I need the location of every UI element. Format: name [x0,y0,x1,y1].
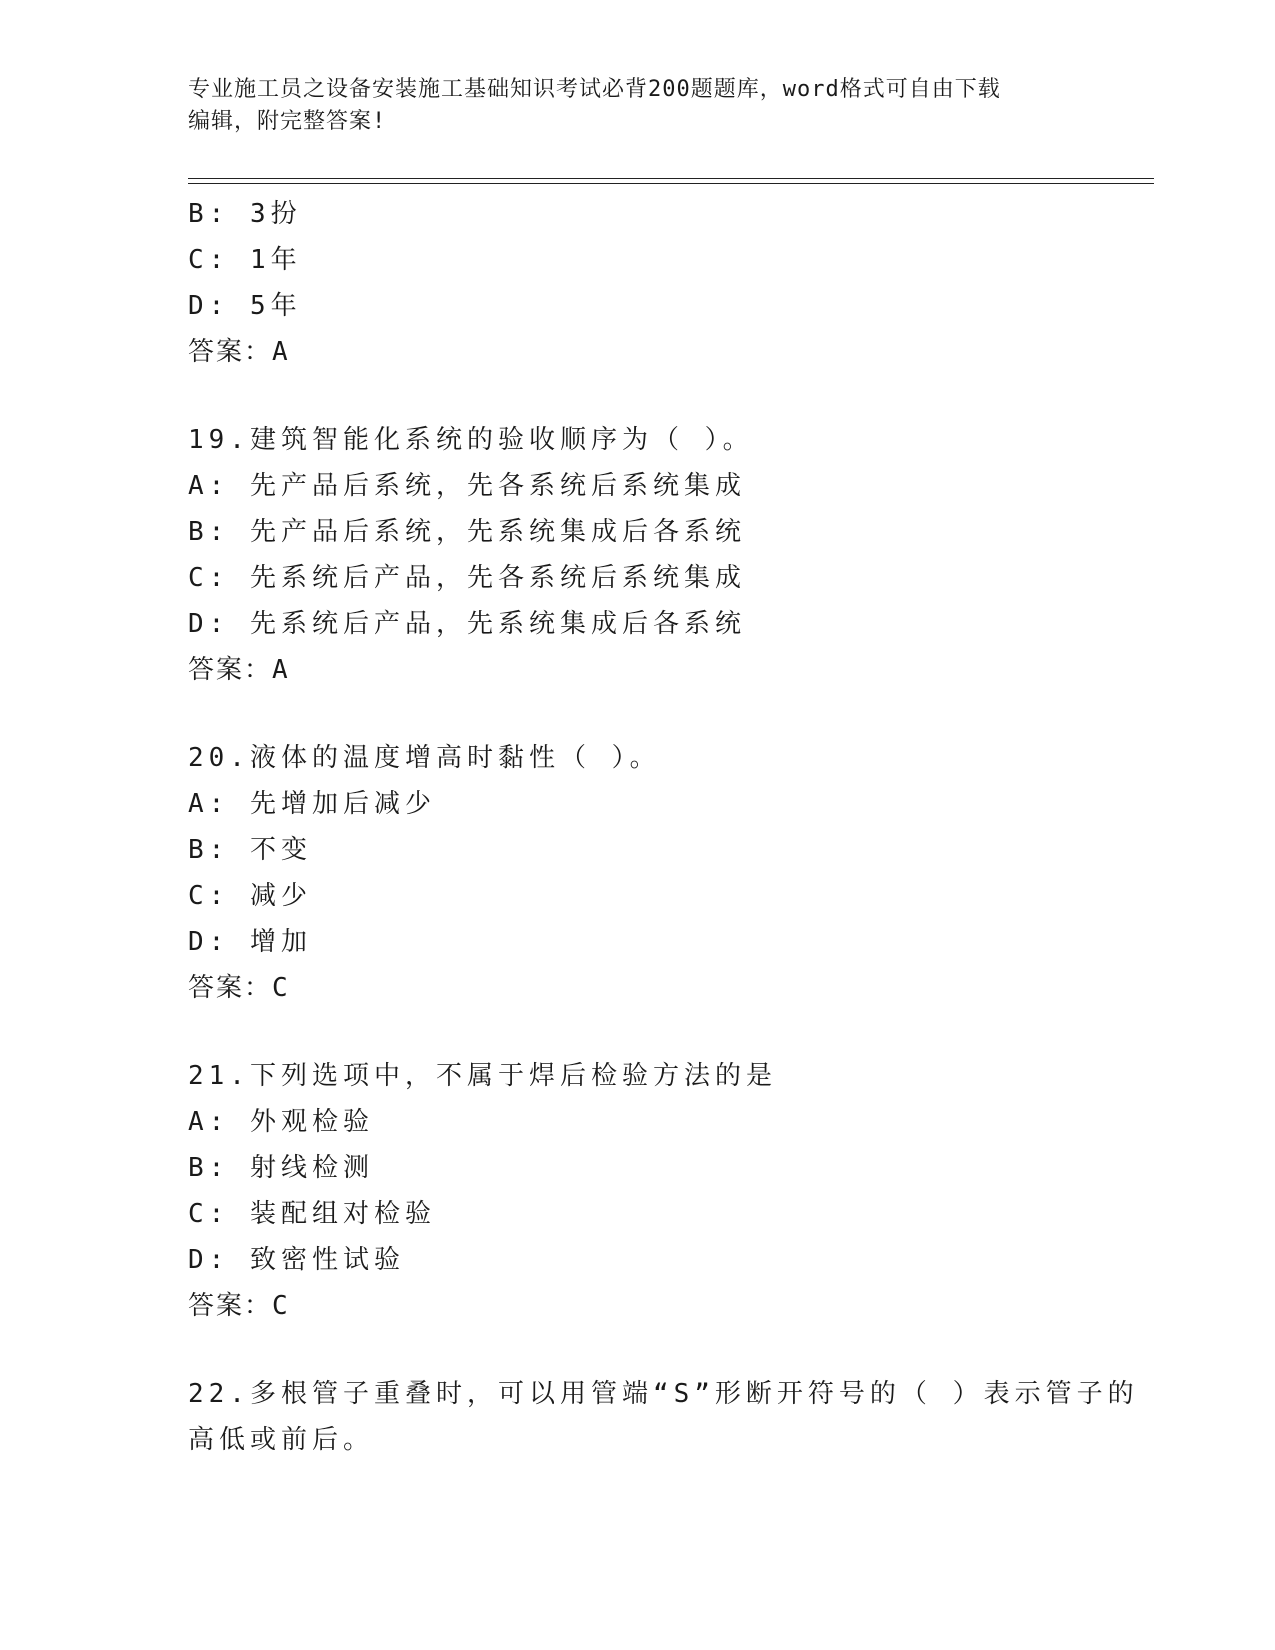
question-text-line-2: 高低或前后。 [188,1425,375,1455]
option-d: D: 5年 [188,291,302,321]
question-text: 20.液体的温度增高时黏性（ ）。 [188,743,661,773]
question-20 [188,735,1088,1011]
question-18-tail [188,191,1088,375]
question-text: 21.下列选项中，不属于焊后检验方法的是 [188,1061,777,1091]
question-text-line-1: 22.多根管子重叠时，可以用管端“S”形断开符号的（ ）表示管子的 [188,1379,1139,1409]
option-b: B: 3扮 [188,199,302,229]
option-d: D: 致密性试验 [188,1245,405,1275]
option-b: B: 先产品后系统，先系统集成后各系统 [188,517,746,547]
option-a: A: 先增加后减少 [188,789,436,819]
option-a: A: 先产品后系统，先各系统后系统集成 [188,471,746,501]
header-title-line-1: 专业施工员之设备安装施工基础知识考试必背200题题库，word格式可自由下载 [188,77,1001,102]
question-21 [188,1053,1088,1329]
header-title-line-2: 编辑，附完整答案! [188,109,387,134]
option-d: D: 先系统后产品，先系统集成后各系统 [188,609,746,639]
option-c: C: 先系统后产品，先各系统后系统集成 [188,563,746,593]
option-c: C: 1年 [188,245,302,275]
option-b: B: 不变 [188,835,312,865]
answer: 答案：A [188,655,290,685]
question-19 [188,417,1088,693]
answer: 答案：C [188,1291,290,1321]
question-22 [188,1371,1139,1463]
answer: 答案：A [188,337,290,367]
option-d: D: 增加 [188,927,312,957]
option-a: A: 外观检验 [188,1107,374,1137]
option-c: C: 减少 [188,881,312,911]
option-b: B: 射线检测 [188,1153,374,1183]
document-header [188,74,1088,138]
header-divider-top [188,178,1154,179]
answer: 答案：C [188,973,290,1003]
question-list [188,191,1139,1463]
option-c: C: 装配组对检验 [188,1199,436,1229]
question-text: 19.建筑智能化系统的验收顺序为（ ）。 [188,425,754,455]
header-divider-bottom [188,183,1154,184]
